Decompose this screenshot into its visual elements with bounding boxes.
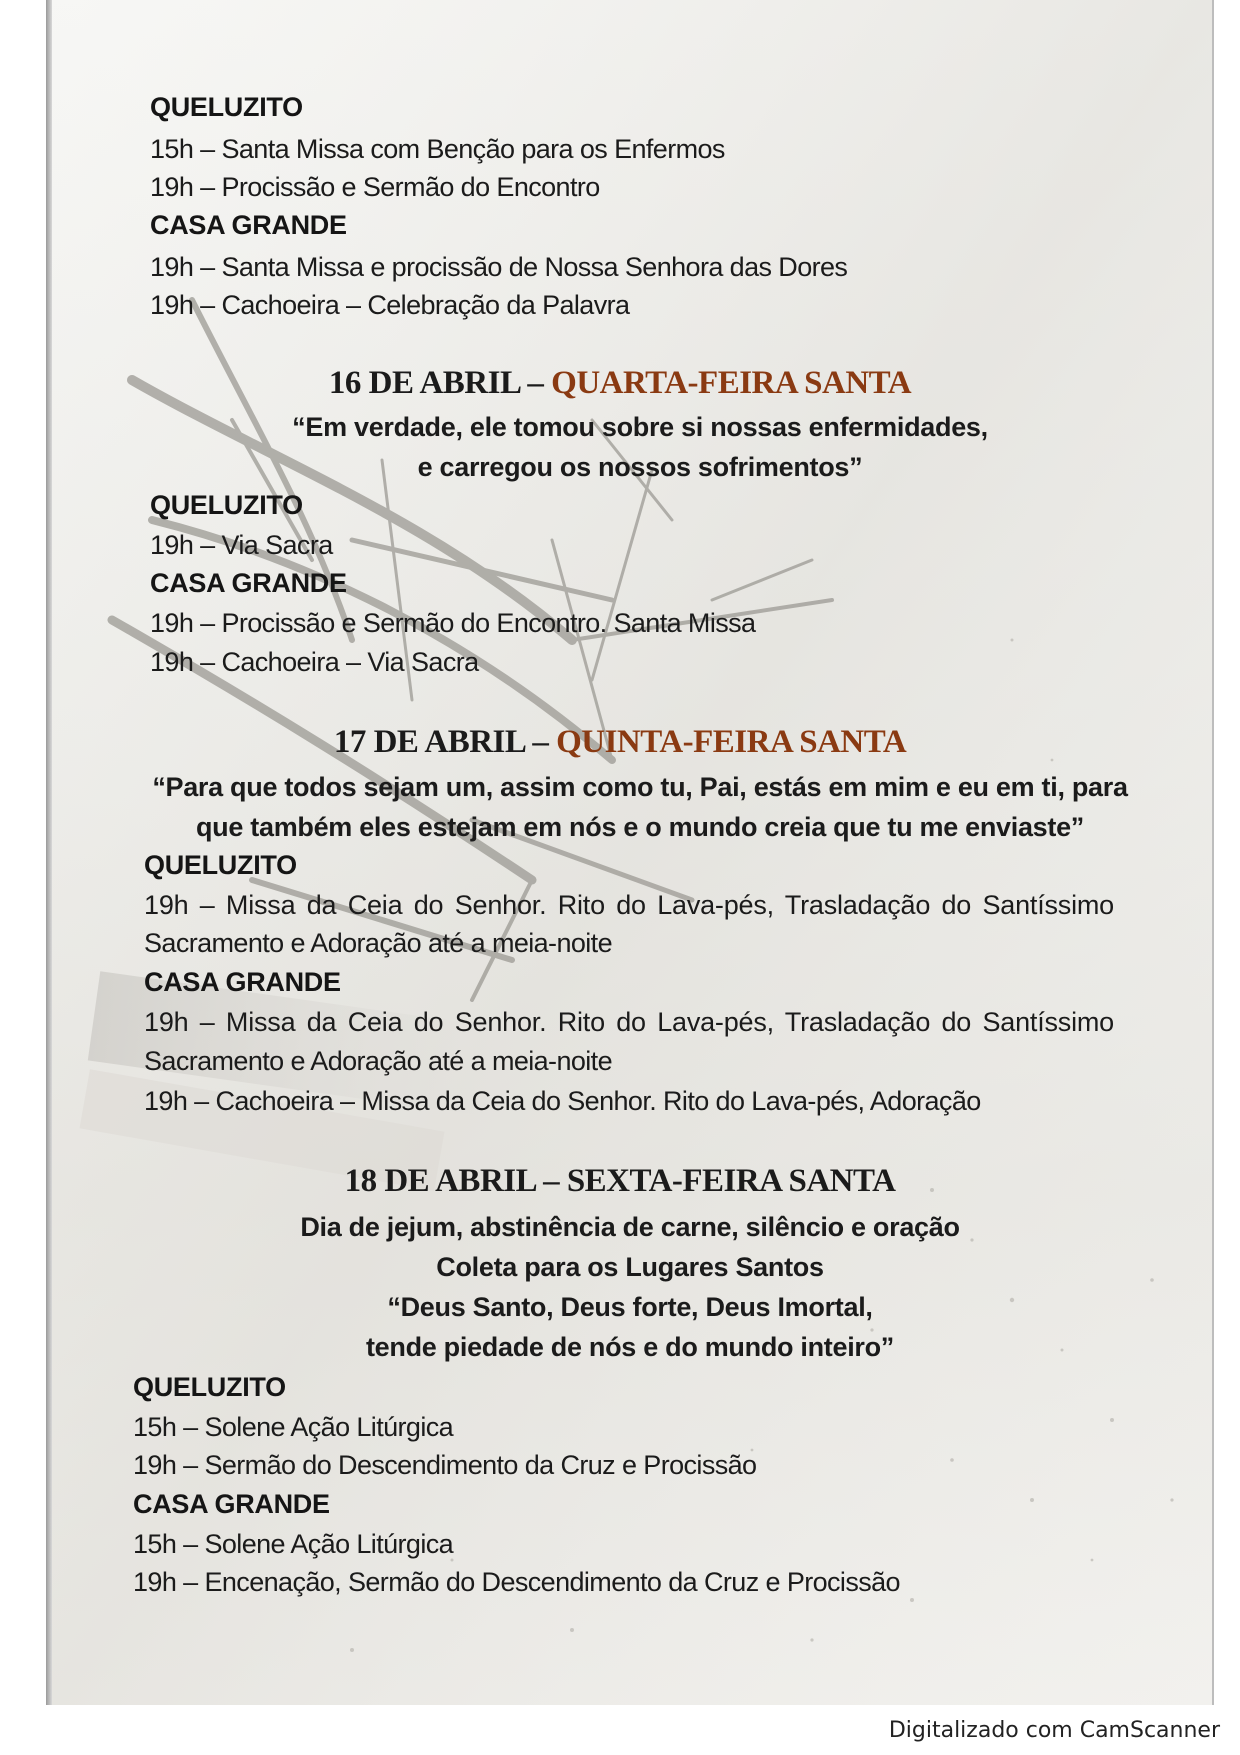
scanner-watermark-text: Digitalizado com CamScanner — [888, 1718, 1220, 1743]
location-casa-grande: CASA GRANDE — [144, 967, 341, 997]
heading-date: 17 DE ABRIL — [333, 724, 525, 760]
schedule-line: 19h – Procissão e Sermão do Encontro. Santa Missa — [150, 608, 756, 638]
schedule-line: 19h – Santa Missa e procissão de Nossa Senhora das Dores — [150, 252, 848, 282]
location-casa-grande: CASA GRANDE — [150, 210, 347, 240]
location-casa-grande: CASA GRANDE — [150, 568, 347, 598]
location-queluzito: QUELUZITO — [133, 1372, 286, 1402]
heading-day-name: QUARTA-FEIRA SANTA — [551, 365, 912, 401]
schedule-line: 19h – Cachoeira – Missa da Ceia do Senhor. Rito do Lava-pés, Adoração — [144, 1086, 981, 1116]
schedule-line: 19h – Cachoeira – Celebração da Palavra — [150, 290, 630, 320]
schedule-line: 19h – Missa da Ceia do Senhor. Rito do Lava-pés, Trasladação do Santíssimo — [144, 890, 1114, 920]
day-heading-16-abril — [0, 365, 1240, 402]
scripture-quote: que também eles estejam em nós e o mundo creia que tu me enviaste” — [195, 812, 1084, 842]
schedule-line-continuation: Sacramento e Adoração até a meia-noite — [144, 928, 612, 958]
schedule-line: 19h – Missa da Ceia do Senhor. Rito do Lava-pés, Trasladação do Santíssimo — [144, 1007, 1114, 1037]
scripture-quote: “Para que todos sejam um, assim como tu, Pai, estás em mim e eu em ti, para — [152, 772, 1128, 802]
location-queluzito: QUELUZITO — [144, 850, 297, 880]
heading-date: 18 DE ABRIL — [344, 1163, 536, 1199]
schedule-line: 15h – Solene Ação Litúrgica — [133, 1412, 454, 1442]
scripture-quote: tende piedade de nós e do mundo inteiro” — [365, 1332, 895, 1362]
heading-separator: – — [524, 724, 557, 760]
day-heading-17-abril — [0, 724, 1240, 761]
schedule-line: 15h – Santa Missa com Benção para os Enfermos — [150, 134, 725, 164]
heading-separator: – — [519, 365, 552, 401]
scripture-quote: “Deus Santo, Deus forte, Deus Imortal, — [387, 1292, 873, 1322]
location-queluzito: QUELUZITO — [150, 490, 303, 520]
location-queluzito: QUELUZITO — [150, 92, 303, 122]
observance-note: Dia de jejum, abstinência de carne, silêncio e oração — [300, 1212, 960, 1242]
schedule-line-continuation: Sacramento e Adoração até a meia-noite — [144, 1046, 612, 1076]
schedule-line: 15h – Solene Ação Litúrgica — [133, 1529, 454, 1559]
collection-note: Coleta para os Lugares Santos — [436, 1252, 824, 1282]
heading-separator: – — [535, 1163, 567, 1199]
heading-day-name: QUINTA-FEIRA SANTA — [556, 724, 907, 760]
schedule-line: 19h – Sermão do Descendimento da Cruz e Procissão — [133, 1450, 757, 1480]
scripture-quote: e carregou os nossos sofrimentos” — [417, 452, 863, 482]
schedule-line: 19h – Cachoeira – Via Sacra — [150, 647, 479, 677]
heading-day-name: SEXTA-FEIRA SANTA — [566, 1163, 896, 1199]
heading-date: 16 DE ABRIL — [328, 365, 520, 401]
scripture-quote: “Em verdade, ele tomou sobre si nossas enfermidades, — [292, 412, 988, 442]
day-heading-18-abril — [0, 1163, 1240, 1200]
schedule-line: 19h – Procissão e Sermão do Encontro — [150, 172, 600, 202]
schedule-line: 19h – Via Sacra — [150, 530, 333, 560]
schedule-line: 19h – Encenação, Sermão do Descendimento da Cruz e Procissão — [133, 1567, 900, 1597]
location-casa-grande: CASA GRANDE — [133, 1489, 330, 1519]
